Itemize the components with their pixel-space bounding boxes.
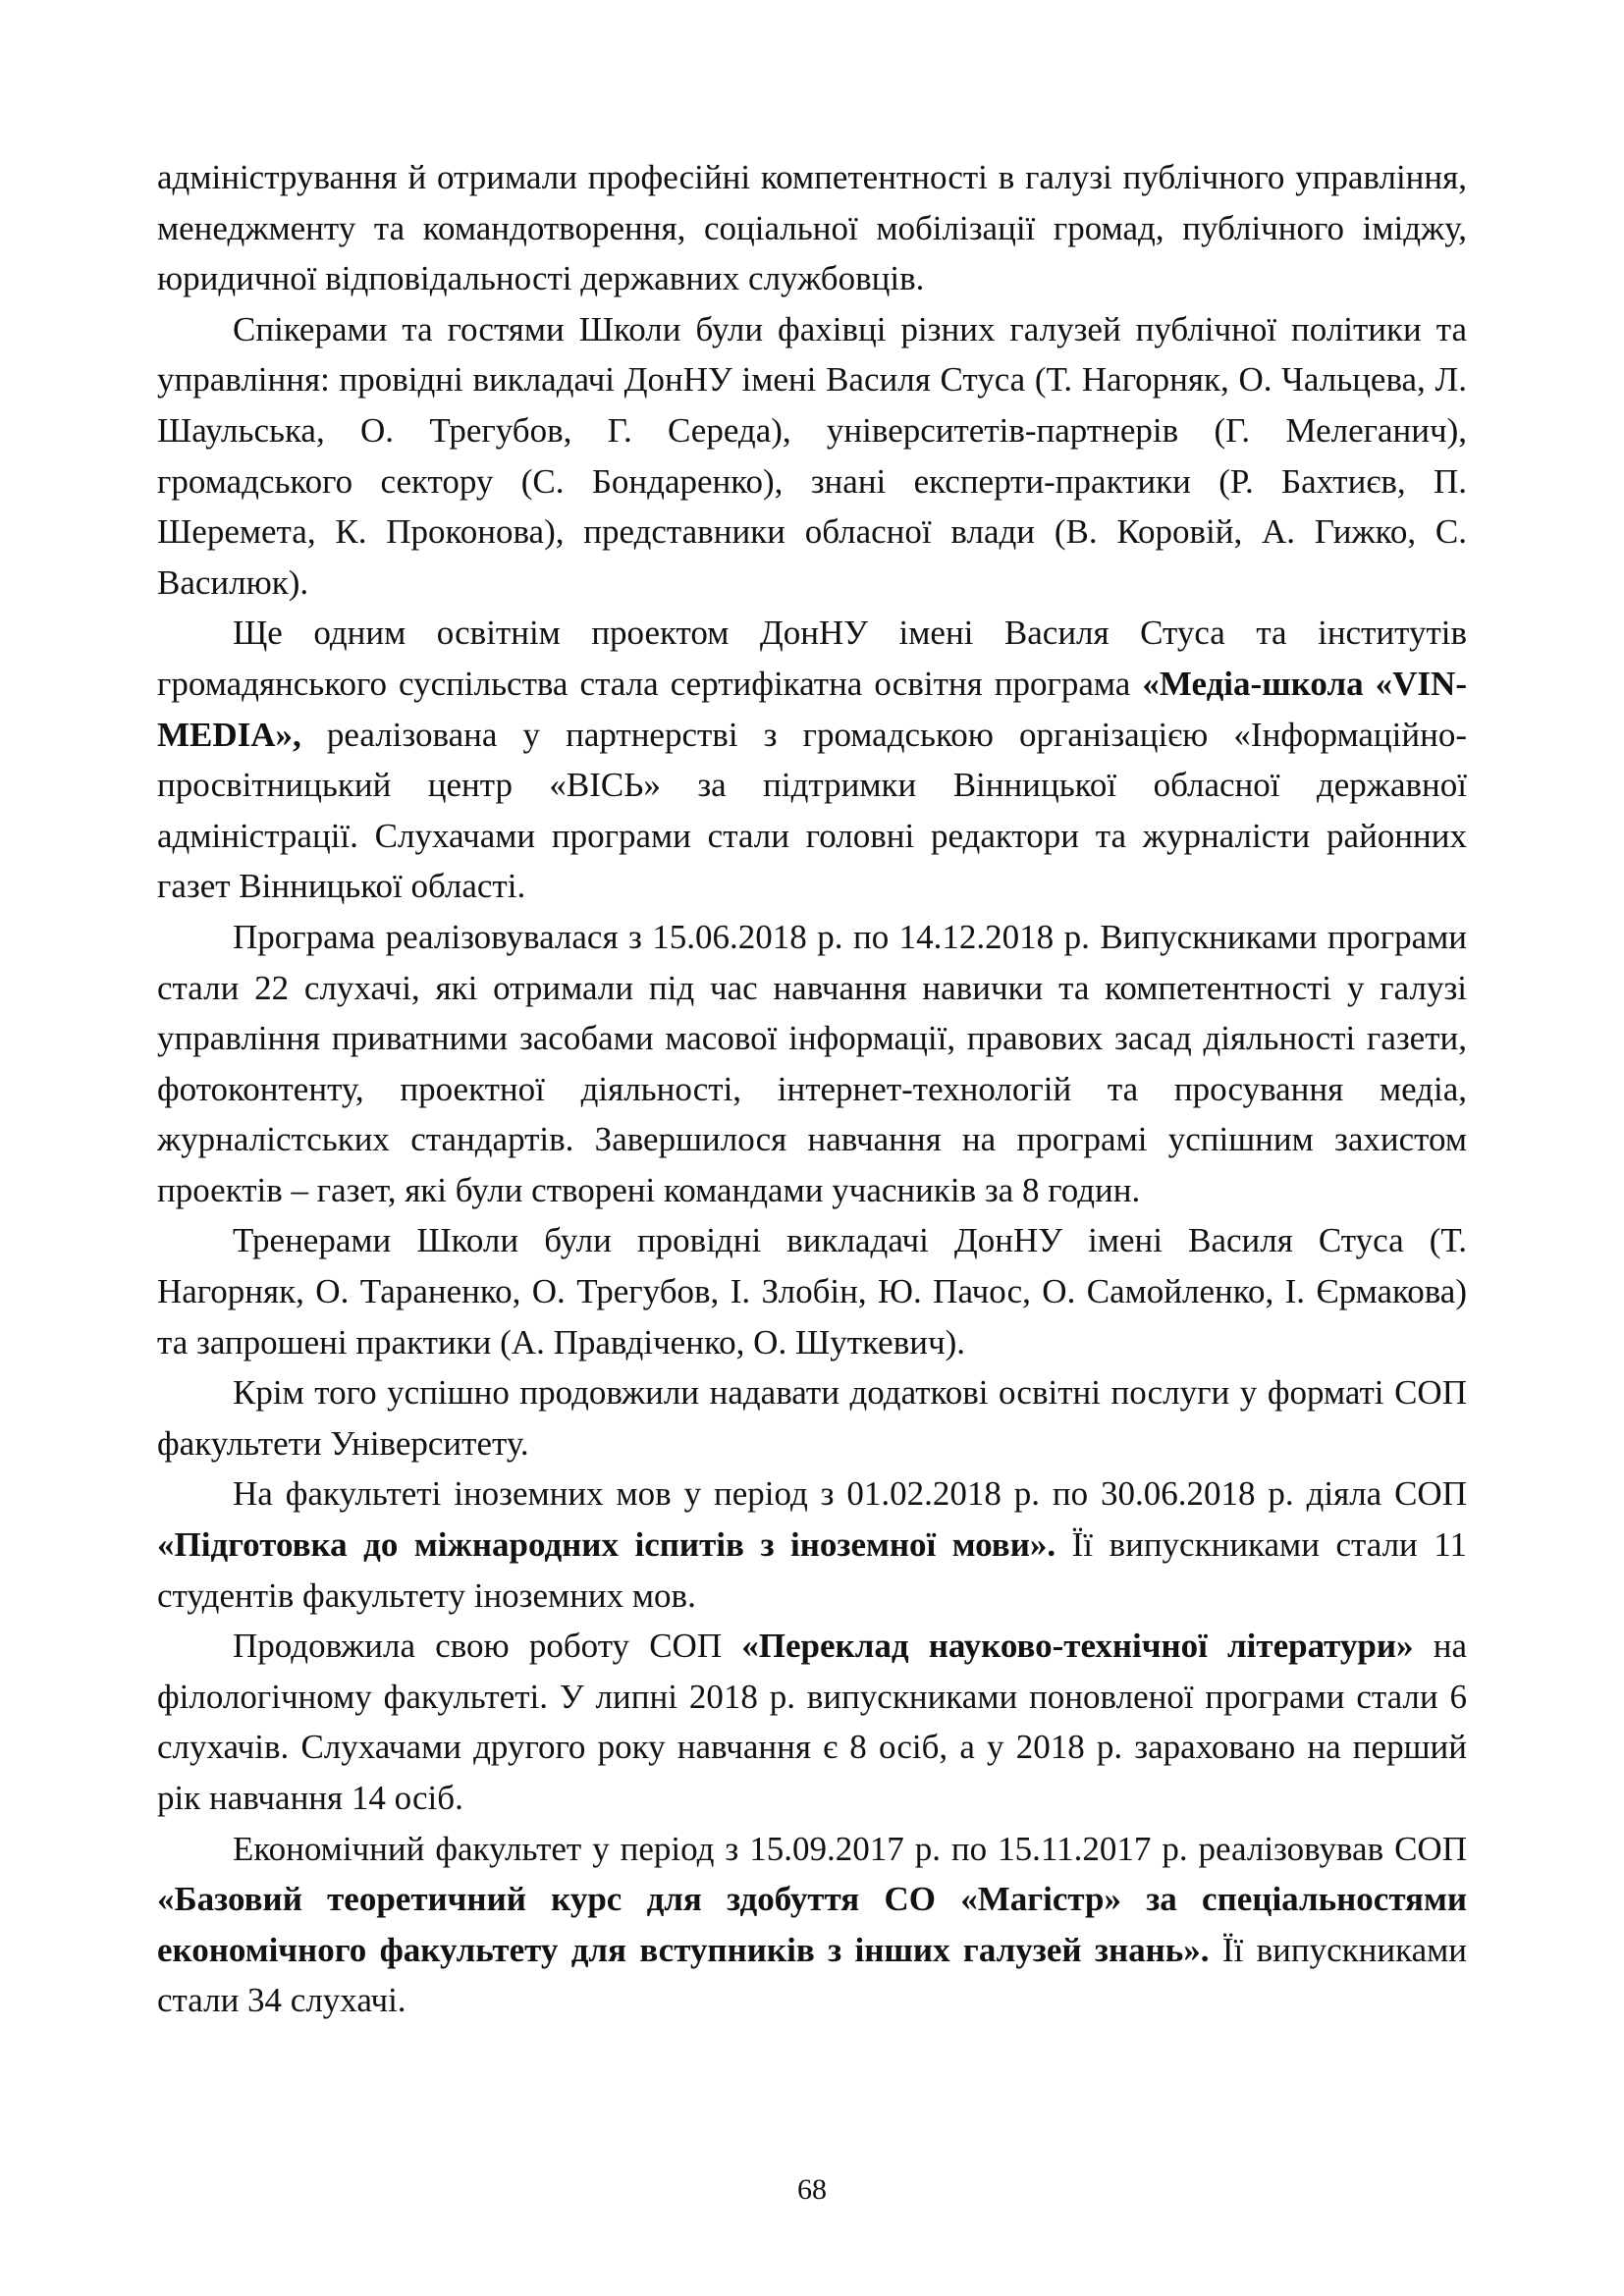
paragraph-text: Її випускниками стали 34 слухачі. <box>157 1930 1467 2020</box>
paragraph-text: адміністрування й отримали професійні компетентності в галузі публічного управління, менеджменту та командотворення, соціальної мобілізації громад, публічного іміджу, юридичної відповідальності державних службовців. <box>157 158 1467 298</box>
paragraph-text: Програма реалізовувалася з 15.06.2018 р. по 14.12.2018 р. Випускниками програми стали 22 слухачі, які отримали під час навчання навички та компетентності у галузі управління приватними засобами масової інформації, правових засад діяльності газети, фотоконтенту, проектної діяльності, інтернет-технологій та просування медіа, журналістських стандартів. Завершилося навчання на програмі успішним захистом проектів – газет, які були створені командами учасників за 8 годин. <box>157 917 1467 1209</box>
paragraph-text: На факультеті іноземних мов у період з 01.02.2018 р. по 30.06.2018 р. діяла СОП <box>233 1474 1467 1514</box>
paragraph-foreign-languages <box>157 1468 1467 1621</box>
paragraph-economics <box>157 1824 1467 2026</box>
program-title-translation: «Переклад науково-технічної літератури» <box>741 1627 1414 1666</box>
paragraph-text: Ще одним освітнім проектом ДонНУ імені Василя Стуса та інститутів громадянського суспільства стала сертифікатна освітня програма <box>157 614 1467 703</box>
paragraph-program-dates <box>157 912 1467 1216</box>
paragraph-text: на філологічному факультеті. У липні 2018 р. випускниками поновленої програми стали 6 слухачів. Слухачами другого року навчання є 8 осіб, а у 2018 р. зараховано на перший рік навчання 14 осіб. <box>157 1627 1467 1817</box>
paragraph-text: реалізована у партнерстві з громадською організацією «Інформаційно-просвітницький центр «ВІСЬ» за підтримки Вінницької обласної державної адміністрації. Слухачами програми стали головні редактори та журналісти районних газет Вінницької області. <box>157 715 1467 906</box>
program-title-media-school: «Медіа-школа «VIN-MEDIA», <box>157 664 1467 754</box>
page-number: 68 <box>797 2173 827 2206</box>
paragraph-additional-services <box>157 1367 1467 1468</box>
paragraph-translation <box>157 1621 1467 1823</box>
paragraph-text: Її випускниками стали 11 студентів факультету іноземних мов. <box>157 1525 1467 1615</box>
paragraph-text: Спікерами та гостями Школи були фахівці різних галузей публічної політики та управління: провідні викладачі ДонНУ імені Василя Стуса (Т. Нагорняк, О. Чальцева, Л. Шаульська, О. Трегубов, Г. Середа), університетів-партнерів (Г. Мелеганич), громадського сектору (С. Бондаренко), знані експерти-практики (Р. Бахтиєв, П. Шеремета, К. Проконова), представники обласної влади (В. Коровій, А. Гижко, С. Василюк). <box>157 309 1467 602</box>
paragraph-media-school <box>157 608 1467 912</box>
program-title-economics: «Базовий теоретичний курс для здобуття СО «Магістр» за спеціальностями економічного факультету для вступників з інших галузей знань». <box>157 1880 1467 1969</box>
page-body <box>157 152 1467 2026</box>
paragraph-text: Економічний факультет у період з 15.09.2017 р. по 15.11.2017 р. реалізовував СОП <box>233 1829 1467 1868</box>
paragraph-text: Продовжила свою роботу СОП <box>233 1627 742 1666</box>
program-title-exam-prep: «Підготовка до міжнародних іспитів з іноземної мови». <box>157 1525 1056 1565</box>
paragraph-speakers <box>157 304 1467 609</box>
paragraph-trainers <box>157 1215 1467 1367</box>
paragraph-continuation <box>157 152 1467 304</box>
paragraph-text: Крім того успішно продовжили надавати додаткові освітні послуги у форматі СОП факультети Університету. <box>157 1373 1467 1463</box>
paragraph-text: Тренерами Школи були провідні викладачі ДонНУ імені Василя Стуса (Т. Нагорняк, О. Тараненко, О. Трегубов, І. Злобін, Ю. Пачос, О. Самойленко, І. Єрмакова) та запрошені практики (А. Правдіченко, О. Шуткевич). <box>157 1221 1467 1362</box>
